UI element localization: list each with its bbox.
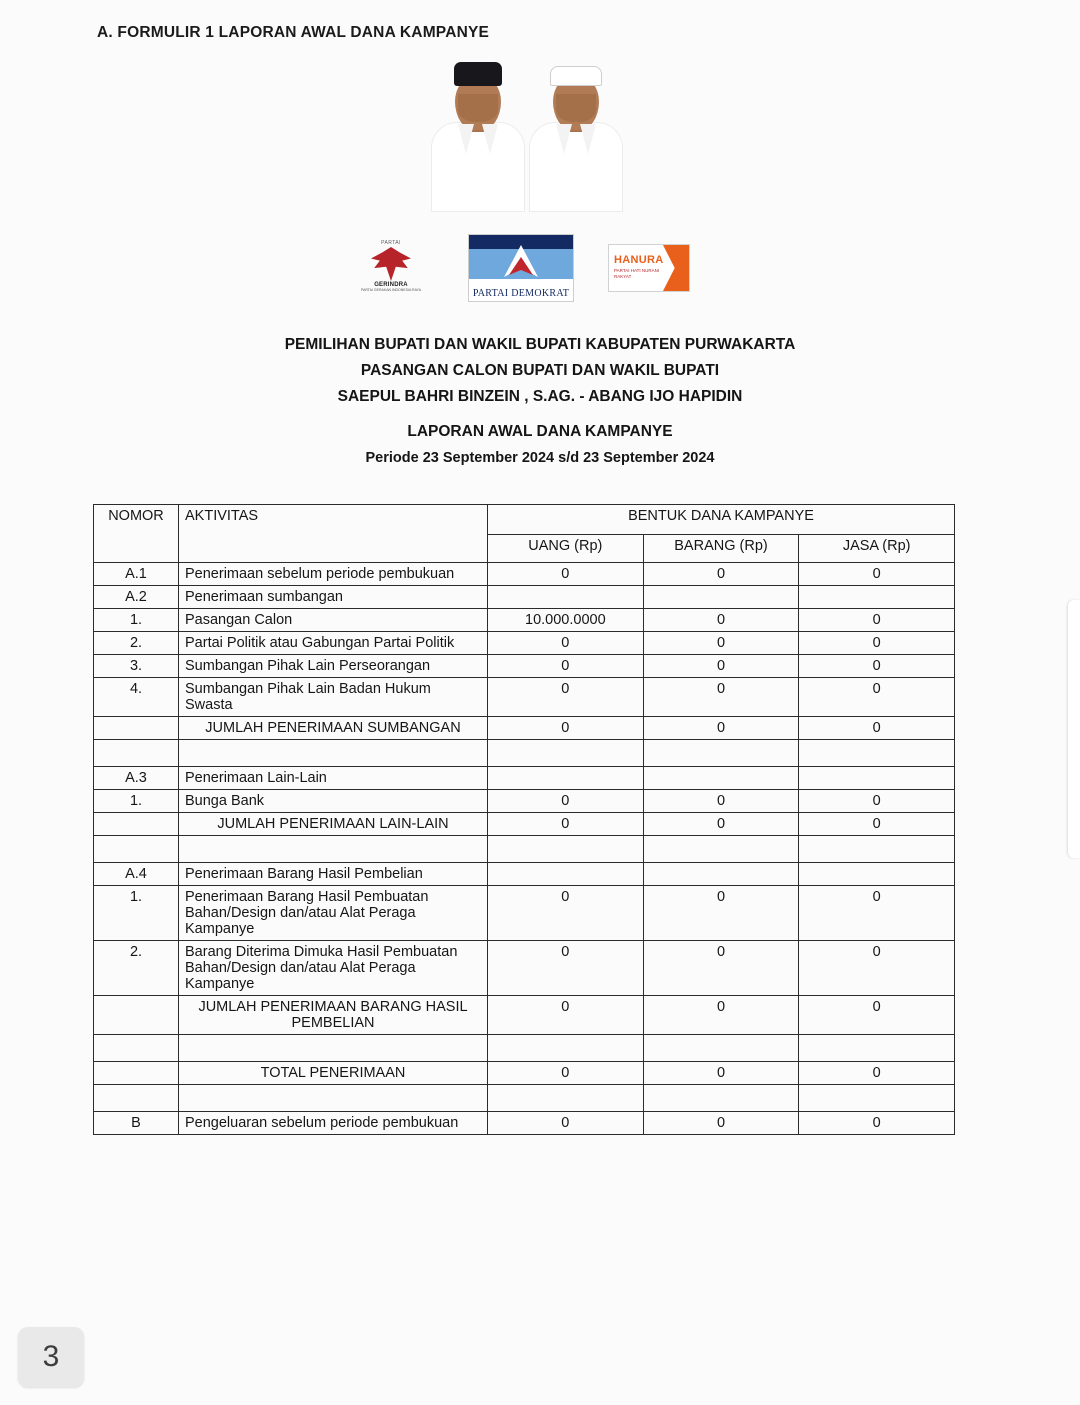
cell-nomor: 1. (94, 609, 179, 632)
hanura-name: HANURA (614, 254, 664, 266)
table-header-row-1 (94, 505, 955, 535)
cell-jasa (799, 767, 955, 790)
cell-barang: 0 (643, 632, 799, 655)
col-header-uang: UANG (Rp) (488, 535, 644, 563)
cell-aktivitas (179, 1035, 488, 1062)
cell-uang (488, 836, 644, 863)
cell-jasa: 0 (799, 941, 955, 996)
candidate-photo-right (528, 60, 624, 210)
table-row (94, 813, 955, 836)
cell-barang: 0 (643, 941, 799, 996)
cell-nomor (94, 1062, 179, 1085)
cell-jasa: 0 (799, 1112, 955, 1135)
cell-nomor: 3. (94, 655, 179, 678)
cell-uang: 0 (488, 1112, 644, 1135)
title-report: LAPORAN AWAL DANA KAMPANYE (407, 423, 673, 440)
cell-aktivitas: Pasangan Calon (179, 609, 488, 632)
cell-uang: 0 (488, 678, 644, 717)
cell-uang: 0 (488, 632, 644, 655)
table-row-spacer (94, 836, 955, 863)
cell-uang: 0 (488, 1062, 644, 1085)
table-row-spacer (94, 1085, 955, 1112)
cell-jasa: 0 (799, 790, 955, 813)
cell-nomor (94, 836, 179, 863)
gerindra-tiny-label: PARTAI (381, 240, 401, 246)
cell-jasa: 0 (799, 717, 955, 740)
cell-jasa (799, 863, 955, 886)
cell-barang: 0 (643, 790, 799, 813)
finance-table-wrapper (93, 504, 955, 1135)
cell-aktivitas: Sumbangan Pihak Lain Badan Hukum Swasta (179, 678, 488, 717)
cell-barang (643, 1035, 799, 1062)
cell-jasa: 0 (799, 678, 955, 717)
cell-jasa: 0 (799, 632, 955, 655)
cell-uang: 0 (488, 717, 644, 740)
cell-aktivitas: Penerimaan Barang Hasil Pembuatan Bahan/Design dan/atau Alat Peraga Kampanye (179, 886, 488, 941)
title-period: Periode 23 September 2024 s/d 23 September 2024 (365, 450, 715, 466)
title-pair: PASANGAN CALON BUPATI DAN WAKIL BUPATI (360, 362, 720, 379)
hanura-logo-icon (608, 244, 690, 292)
cell-barang: 0 (643, 996, 799, 1035)
cell-barang (643, 586, 799, 609)
cell-nomor (94, 996, 179, 1035)
cell-barang: 0 (643, 678, 799, 717)
table-row (94, 996, 955, 1035)
cell-jasa: 0 (799, 996, 955, 1035)
cell-barang: 0 (643, 886, 799, 941)
col-header-aktivitas: AKTIVITAS (179, 505, 488, 563)
cell-aktivitas: JUMLAH PENERIMAAN SUMBANGAN (179, 717, 488, 740)
cell-aktivitas: TOTAL PENERIMAAN (179, 1062, 488, 1085)
cell-barang: 0 (643, 813, 799, 836)
gerindra-sub: PARTAI GERAKAN INDONESIA RAYA (360, 288, 422, 292)
party-logos (360, 234, 690, 306)
cell-barang (643, 767, 799, 790)
cell-jasa: 0 (799, 1062, 955, 1085)
cell-barang: 0 (643, 717, 799, 740)
gerindra-logo-icon (360, 240, 422, 298)
demokrat-logo-icon (468, 234, 574, 302)
cell-nomor: 2. (94, 941, 179, 996)
cell-uang (488, 1085, 644, 1112)
cell-uang (488, 586, 644, 609)
table-row (94, 609, 955, 632)
table-row (94, 586, 955, 609)
col-header-barang: BARANG (Rp) (643, 535, 799, 563)
cell-aktivitas: Sumbangan Pihak Lain Perseorangan (179, 655, 488, 678)
table-body (94, 563, 955, 1135)
cell-jasa (799, 1085, 955, 1112)
report-titles (0, 336, 1080, 466)
cell-uang (488, 767, 644, 790)
cell-aktivitas: Penerimaan sebelum periode pembukuan (179, 563, 488, 586)
cell-uang: 0 (488, 813, 644, 836)
cell-uang: 10.000.0000 (488, 609, 644, 632)
cell-uang: 0 (488, 941, 644, 996)
cell-uang: 0 (488, 996, 644, 1035)
cell-nomor: A.2 (94, 586, 179, 609)
finance-table (93, 504, 955, 1135)
table-row-spacer (94, 740, 955, 767)
page-number-badge: 3 (18, 1327, 84, 1387)
cell-aktivitas: Pengeluaran sebelum periode pembukuan (179, 1112, 488, 1135)
garuda-icon (371, 247, 411, 281)
col-header-group: BENTUK DANA KAMPANYE (488, 505, 955, 535)
gerindra-name: GERINDRA (374, 282, 408, 288)
table-row (94, 678, 955, 717)
cell-jasa: 0 (799, 813, 955, 836)
cell-nomor (94, 1035, 179, 1062)
cell-aktivitas: Partai Politik atau Gabungan Partai Politik (179, 632, 488, 655)
table-row (94, 563, 955, 586)
cell-barang (643, 1085, 799, 1112)
cell-aktivitas: Bunga Bank (179, 790, 488, 813)
cell-aktivitas (179, 836, 488, 863)
cell-jasa (799, 836, 955, 863)
cell-aktivitas (179, 1085, 488, 1112)
cell-nomor (94, 813, 179, 836)
col-header-jasa: JASA (Rp) (799, 535, 955, 563)
table-row-spacer (94, 1035, 955, 1062)
cell-aktivitas (179, 740, 488, 767)
cell-jasa: 0 (799, 609, 955, 632)
cell-nomor (94, 740, 179, 767)
scrollbar[interactable] (1068, 600, 1080, 858)
table-row (94, 655, 955, 678)
cell-nomor: A.4 (94, 863, 179, 886)
cell-nomor: A.3 (94, 767, 179, 790)
cell-nomor: 2. (94, 632, 179, 655)
cell-jasa: 0 (799, 886, 955, 941)
hanura-sub: PARTAI HATI NURANI RAKYAT (614, 268, 660, 279)
cell-barang (643, 863, 799, 886)
cell-nomor: A.1 (94, 563, 179, 586)
cell-uang: 0 (488, 790, 644, 813)
cell-jasa: 0 (799, 655, 955, 678)
cell-barang (643, 836, 799, 863)
cell-nomor: 1. (94, 886, 179, 941)
table-row (94, 632, 955, 655)
cell-barang: 0 (643, 655, 799, 678)
cell-barang: 0 (643, 1062, 799, 1085)
table-row (94, 767, 955, 790)
demokrat-label: PARTAI DEMOKRAT (472, 288, 570, 299)
cell-uang: 0 (488, 655, 644, 678)
candidate-photo-left (430, 60, 526, 210)
cell-aktivitas: JUMLAH PENERIMAAN LAIN-LAIN (179, 813, 488, 836)
cell-nomor: 1. (94, 790, 179, 813)
table-row (94, 886, 955, 941)
table-header (94, 505, 955, 563)
cell-jasa: 0 (799, 563, 955, 586)
cell-nomor: 4. (94, 678, 179, 717)
table-row (94, 717, 955, 740)
title-election: PEMILIHAN BUPATI DAN WAKIL BUPATI KABUPATEN PURWAKARTA (284, 336, 796, 353)
cell-uang: 0 (488, 563, 644, 586)
cell-barang: 0 (643, 1112, 799, 1135)
cell-nomor: B (94, 1112, 179, 1135)
cell-aktivitas: Penerimaan Barang Hasil Pembelian (179, 863, 488, 886)
candidate-photo (428, 52, 628, 210)
cell-jasa (799, 1035, 955, 1062)
table-row (94, 790, 955, 813)
table-row (94, 863, 955, 886)
page-title: A. FORMULIR 1 LAPORAN AWAL DANA KAMPANYE (97, 24, 490, 41)
cell-uang (488, 740, 644, 767)
title-candidate-names: SAEPUL BAHRI BINZEIN , S.AG. - ABANG IJO HAPIDIN (337, 388, 743, 405)
cell-nomor (94, 717, 179, 740)
cell-barang: 0 (643, 563, 799, 586)
cell-uang: 0 (488, 886, 644, 941)
table-row (94, 1062, 955, 1085)
col-header-nomor: NOMOR (94, 505, 179, 563)
cell-aktivitas: Penerimaan sumbangan (179, 586, 488, 609)
cell-jasa (799, 740, 955, 767)
cell-aktivitas: Barang Diterima Dimuka Hasil Pembuatan Bahan/Design dan/atau Alat Peraga Kampanye (179, 941, 488, 996)
table-row (94, 941, 955, 996)
cell-barang: 0 (643, 609, 799, 632)
cell-barang (643, 740, 799, 767)
cell-aktivitas: Penerimaan Lain-Lain (179, 767, 488, 790)
cell-uang (488, 1035, 644, 1062)
cell-jasa (799, 586, 955, 609)
table-row (94, 1112, 955, 1135)
cell-uang (488, 863, 644, 886)
cell-aktivitas: JUMLAH PENERIMAAN BARANG HASIL PEMBELIAN (179, 996, 488, 1035)
cell-nomor (94, 1085, 179, 1112)
